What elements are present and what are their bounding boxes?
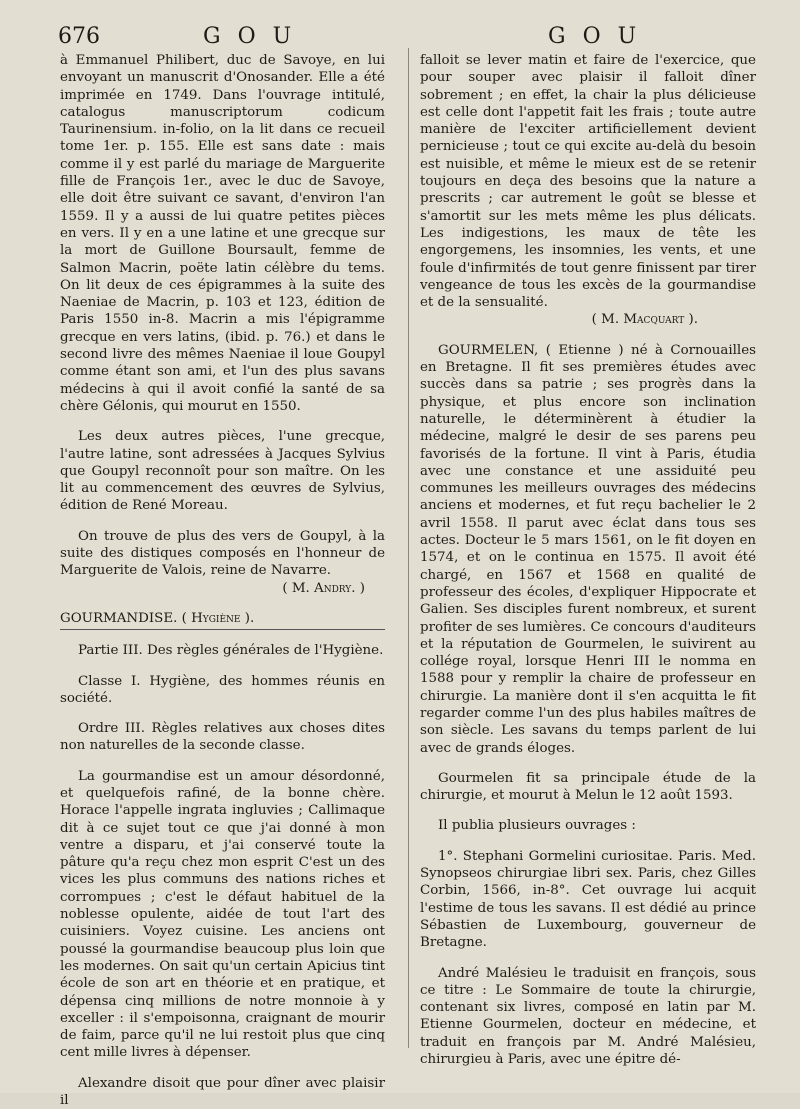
page-number: 676 xyxy=(58,24,100,49)
column-divider xyxy=(408,48,409,1048)
running-head-left: G O U xyxy=(203,24,297,49)
goupyl-paragraph-2: Les deux autres pièces, l'une grecque, l'autre latine, sont adressées à Jacques Sylvius que Goupyl reconnoît pour son maître. On les lit au commencement des œuvres de Sylvius, édition de René Moreau. xyxy=(60,429,385,514)
gourmandise-paragraph-1: La gourmandise est un amour désordonné, et quelquefois rafiné, de la bonne chère. Horace l'appelle ingrata ingluvies ; Callimaque dit à ce sujet tout ce que j'ai donné à mon ventre a disparu, et j'ai conservé toute la pâture qu'a reçu chez mon esprit C'est un des vices les plus communs des nations riches et corrompues ; c'est le défaut habituel de la noblesse opulente, aidée de tout l'art des cuisiniers. Voyez cuisine. Les anciens ont poussé la gourmandise beaucoup plus loin que les modernes. On sait qu'un certain Apicius tint école de son art en théorie et en pratique, et dépensa cinq millions de notre monnoie à y exceller : il s'empoisonna, craignant de mourir de faim, parce qu'il ne lui restoit plus que cinq cent mille livres à dépenser. xyxy=(60,768,385,1061)
classification-classe: Classe I. Hygiène, des hommes réunis en société. xyxy=(60,673,385,706)
gourmelen-death: Gourmelen fit sa principale étude de la chirurgie, et mourut à Melun le 12 août 1593. xyxy=(420,770,756,804)
left-signature: ( M. Andry. ) xyxy=(282,580,365,596)
gourmelen-biography: GOURMELEN, ( Etienne ) né à Cornouailles en Bretagne. Il fit ses premières études avec succès dans sa patrie ; ses progrès dans la physique, et plus encore son inclination naturelle, le déterminèrent à étudier la médecine, malgré le desir de ses parens peu favorisés de la fortune. Il vint à Paris, étudia avec une constance et une assiduité peu communes les meilleurs ouvrages des médecins anciens et modernes, et fut reçu bachelier le 2 avril 1558. Il parut avec éclat dans tous ses actes. Docteur le 5 mars 1561, on le fit doyen en 1574, et on le continua en 1575. Il avoit été chargé, en 1567 et 1568 en qualité de professeur des écoles, d'expliquer Hippocrate et Galien. Ses disciples furent nombreux, et surent profiter de ses lumières. Ce concours d'auditeurs et la réputation de Gourmelen, le suivirent au collége royal, lorsque Henri III le nomma en 1588 pour y remplir la chaire de professeur en chirurgie. La manière dont il s'en acquitta le fit regarder comme l'un des plus habiles maîtres de son siècle. Les savans du temps parlent de lui avec de grands éloges. xyxy=(420,342,756,756)
classification-ordre: Ordre III. Règles relatives aux choses dites non naturelles de la seconde classe. xyxy=(60,721,385,754)
gourmelen-translation: André Malésieu le traduisit en françois, sous ce titre : Le Sommaire de toute la chirurgie, contenant six livres, composé en latin par M. Etienne Gourmelen, docteur en médecine, et traduit en françois par M. André Malésieu, chirurgieu à Paris, avec une épitre dé- xyxy=(420,965,756,1068)
right-column xyxy=(420,52,756,1068)
goupyl-paragraph-1: à Emmanuel Philibert, duc de Savoye, en lui envoyant un manuscrit d'Onosander. Elle a été imprimée en 1749. Dans l'ouvrage intitulé, catalogus manuscriptorum codicum Taurinensium. in-folio, on la lit dans ce recueil tome 1er. p. 155. Elle est sans date : mais comme il y est parlé du mariage de Marguerite fille de François 1er., avec le duc de Savoye, elle doit être suivant ce savant, d'environ l'an 1559. Il y a aussi de lui quatre petites pièces en vers. Il y en a une latine et une grecque sur la mort de Guillone Boursault, femme de Salmon Macrin, poëte latin célèbre du tems. On lit deux de ces épigrammes à la suite des Naeniae de Macrin, p. 103 et 123, édition de Paris 1550 in-8. Macrin a mis l'épigramme grecque en vers latins, (ibid. p. 76.) et dans le second livre des mêmes Naeniae il loue Goupyl comme étant son ami, et l'un des plus savans médecins à qui il avoit confié la santé de sa chère Gélonis, qui mourut en 1550. xyxy=(60,53,385,414)
gourmandise-continuation: falloit se lever matin et faire de l'exercice, que pour souper avec plaisir il falloit dîner sobrement ; en effet, la chair la plus délicieuse est celle dont l'appetit fait les frais ; toute autre manière de l'exciter artificiellement devient pernicieuse ; tout ce qui excite au-delà du besoin est nuisible, et même le mieux est de se retenir toujours en deça des besoins que la nature a prescrits ; car autrement le goût se blesse et s'amortit sur les mets même les plus délicats. Les indigestions, les maux de tête les engorgemens, les insomnies, les vents, et une foule d'infirmités de tout genre finissent par tirer vengeance de tous les excès de la gourmandise et de la sensualité. xyxy=(420,53,756,311)
running-head-right: G O U xyxy=(548,24,642,49)
gourmandise-paragraph-2: Alexandre disoit que pour dîner avec plaisir il xyxy=(60,1075,385,1109)
right-signature: ( M. Macquart ). xyxy=(591,312,698,328)
gourmelen-works-intro: Il publia plusieurs ouvrages : xyxy=(438,818,636,834)
heading-rule xyxy=(60,629,385,630)
classification-partie: Partie III. Des règles générales de l'Hygiène. xyxy=(78,643,384,659)
goupyl-paragraph-3: On trouve de plus des vers de Goupyl, à la suite des distiques composés en l'honneur de Marguerite de Valois, reine de Navarre. xyxy=(60,528,385,579)
gourmandise-heading: GOURMANDISE. ( Hygiène ). xyxy=(60,610,255,626)
page-header xyxy=(58,24,778,54)
gourmelen-work-1: 1°. Stephani Gormelini curiositae. Paris. Med. Synopseos chirurgiae libri sex. Paris, chez Gilles Corbin, 1566, in-8°. Cet ouvrage lui acquit l'estime de tous les savans. Il est dédié au prince Sébastien de Luxembourg, gouverneur de Bretagne. xyxy=(420,848,756,951)
left-column xyxy=(60,52,385,1109)
